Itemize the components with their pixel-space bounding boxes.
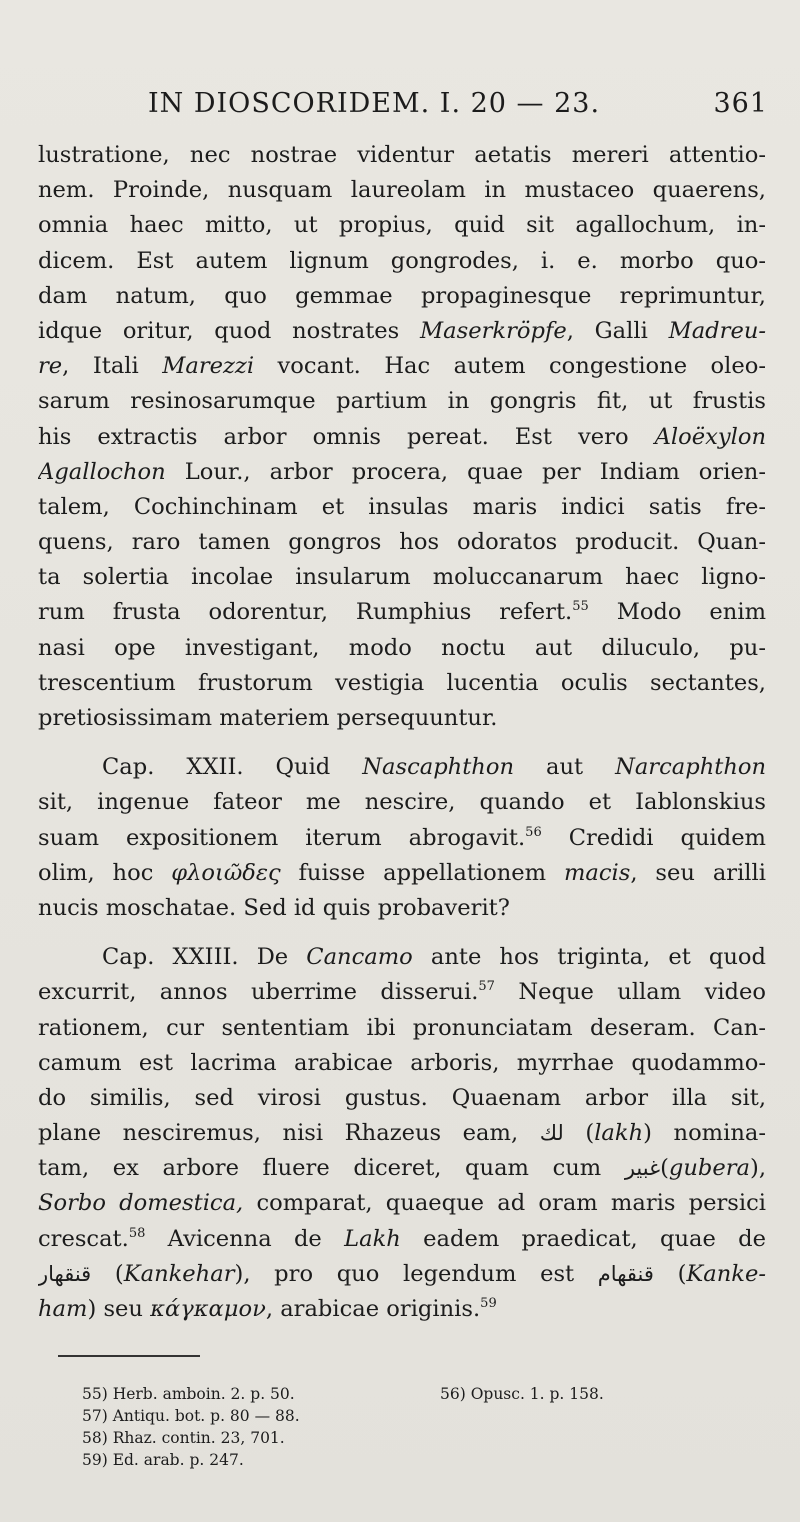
italic-term: Aloëxylon bbox=[654, 423, 766, 450]
text-line: omnia haec mitto, ut propius, quid sit agallochum, in- bbox=[38, 212, 766, 239]
italic-term: Maserkröpfe bbox=[420, 317, 567, 344]
running-head bbox=[38, 84, 768, 124]
italic-term: Cancamo bbox=[306, 944, 413, 971]
text-line bbox=[38, 1222, 766, 1257]
footnote: 56) Opusc. 1. p. 158. bbox=[440, 1385, 604, 1403]
text-line: quens, raro tamen gongros hos odoratos producit. Quan- bbox=[38, 529, 766, 556]
footnote-ref[interactable]: 59 bbox=[480, 1296, 497, 1311]
text-run: eadem praedicat, quae de bbox=[423, 1225, 766, 1252]
italic-term: Kanke- bbox=[686, 1260, 766, 1287]
text-run: aut bbox=[545, 754, 584, 781]
text-line bbox=[38, 349, 766, 384]
text-run: ( bbox=[677, 1260, 687, 1287]
text-line: sarum resinosarumque partium in gongris fit, ut frustis bbox=[38, 388, 766, 415]
page-number: 361 bbox=[713, 88, 768, 119]
text-run: fuisse appellationem bbox=[298, 859, 547, 886]
footnotes bbox=[82, 1383, 722, 1471]
text-line: ta solertia incolae insularum moluccanarum haec ligno- bbox=[38, 564, 766, 591]
text-run: suam expositionem iterum abrogavit. bbox=[38, 824, 526, 851]
italic-term: Lakh bbox=[344, 1225, 401, 1252]
text-run: , arabicae originis. bbox=[265, 1296, 481, 1322]
text-line bbox=[38, 856, 766, 891]
italic-term: lakh bbox=[594, 1120, 644, 1147]
text-line bbox=[38, 1151, 766, 1186]
text-line bbox=[38, 1116, 766, 1151]
greek-term: κάγκαμον bbox=[150, 1296, 266, 1322]
italic-term: Marezzi bbox=[162, 353, 255, 380]
footnote-ref[interactable]: 58 bbox=[128, 1225, 146, 1241]
text-run: ante hos triginta, et quod bbox=[430, 944, 766, 971]
text-run: ), pro quo legendum est bbox=[234, 1260, 575, 1287]
text-run: Neque ullam video bbox=[518, 979, 766, 1006]
text-line: trescentium frustorum vestigia lucentia oculis sectantes, bbox=[38, 669, 766, 696]
text-line: lustratione, nec nostrae videntur aetatis mereri attentio- bbox=[38, 142, 766, 168]
text-line bbox=[38, 420, 766, 455]
text-run: ) nomina- bbox=[643, 1120, 766, 1147]
text-line: camum est lacrima arabicae arboris, myrrhae quodammo- bbox=[38, 1049, 766, 1076]
text-run: Lour., arbor procera, quae per Indiam orien- bbox=[184, 458, 766, 485]
footnote: 59) Ed. arab. p. 247. bbox=[82, 1451, 244, 1469]
footnote: 58) Rhaz. contin. 23, 701. bbox=[82, 1429, 285, 1447]
text-line bbox=[38, 1186, 766, 1221]
text-line bbox=[38, 455, 766, 490]
text-run: vocant. Hac autem congestione oleo- bbox=[277, 353, 766, 380]
text-run: ( bbox=[660, 1155, 669, 1182]
text-line: nucis moschatae. Sed id quis probaverit? bbox=[38, 894, 510, 921]
arabic-term: قنقهام bbox=[597, 1261, 654, 1286]
text-line: dam natum, quo gemmae propaginesque reprimuntur, bbox=[38, 282, 766, 309]
text-run: Modo enim bbox=[616, 599, 766, 626]
text-run: crescat. bbox=[38, 1225, 129, 1252]
text-line bbox=[38, 750, 766, 785]
text-run: tam, ex arbore fluere diceret, quam cum bbox=[38, 1155, 602, 1182]
text-run: Credidi quidem bbox=[568, 824, 766, 851]
italic-term: ham bbox=[38, 1296, 88, 1322]
text-line: rationem, cur sententiam ibi pronunciatam deseram. Can- bbox=[38, 1014, 766, 1041]
greek-term: φλοιῶδες bbox=[171, 859, 281, 886]
text-run: ( bbox=[585, 1120, 595, 1147]
text-run: excurrit, annos uberrime disserui. bbox=[38, 979, 479, 1006]
paragraph-gap bbox=[38, 736, 766, 750]
chapter-label: Cap. XXII. Quid bbox=[102, 754, 331, 781]
text-line bbox=[38, 1257, 766, 1292]
footnote: 55) Herb. amboin. 2. p. 50. bbox=[82, 1385, 295, 1403]
footnote-rule bbox=[58, 1355, 200, 1357]
arabic-term: غبير bbox=[624, 1156, 661, 1181]
text-run: idque oritur, quod nostrates bbox=[38, 317, 400, 344]
text-run: ( bbox=[114, 1260, 124, 1287]
text-line bbox=[38, 1292, 766, 1327]
italic-term: Kankehar bbox=[123, 1260, 235, 1287]
text-run: plane nesciremus, nisi Rhazeus eam, bbox=[38, 1120, 519, 1147]
text-run: comparat, quaeque ad oram maris persici bbox=[256, 1190, 766, 1217]
italic-term: Nascaphthon bbox=[362, 754, 515, 781]
text-run: ) seu bbox=[87, 1296, 143, 1322]
italic-term: Agallochon bbox=[38, 458, 166, 485]
footnote: 57) Antiqu. bot. p. 80 — 88. bbox=[82, 1407, 300, 1425]
footnote-ref[interactable]: 55 bbox=[572, 599, 589, 615]
footnote-ref[interactable]: 57 bbox=[478, 979, 495, 995]
italic-term: macis bbox=[563, 859, 631, 886]
text-run: , seu arilli bbox=[630, 859, 766, 886]
text-line bbox=[38, 595, 766, 630]
text-run: , Galli bbox=[566, 317, 648, 344]
text-run: olim, hoc bbox=[38, 859, 154, 886]
italic-term: Narcaphthon bbox=[615, 754, 766, 781]
paragraph-gap bbox=[38, 926, 766, 940]
running-title: IN DIOSCORIDEM. I. 20 — 23. bbox=[148, 88, 601, 119]
text-line: nasi ope investigant, modo noctu aut diluculo, pu- bbox=[38, 634, 766, 661]
main-text bbox=[38, 138, 766, 1327]
text-line: pretiosissimam materiem persequuntur. bbox=[38, 705, 498, 731]
arabic-term: قنقهار bbox=[38, 1261, 92, 1286]
text-line: do similis, sed virosi gustus. Quaenam arbor illa sit, bbox=[38, 1084, 766, 1111]
italic-term: Sorbo domestica, bbox=[38, 1190, 244, 1217]
italic-term: gubera bbox=[668, 1155, 751, 1182]
text-line bbox=[38, 821, 766, 856]
text-line: talem, Cochinchinam et insulas maris indici satis fre- bbox=[38, 493, 766, 520]
arabic-term: لك bbox=[539, 1121, 564, 1146]
text-line bbox=[38, 314, 766, 349]
text-line: dicem. Est autem lignum gongrodes, i. e. morbo quo- bbox=[38, 247, 766, 274]
text-run: ), bbox=[750, 1155, 766, 1182]
text-line bbox=[38, 940, 766, 975]
footnote-ref[interactable]: 56 bbox=[525, 824, 542, 840]
italic-term: Madreu- bbox=[668, 317, 766, 344]
chapter-label: Cap. XXIII. De bbox=[102, 944, 289, 971]
text-run: Avicenna de bbox=[167, 1225, 322, 1252]
italic-term: re bbox=[38, 353, 63, 380]
text-line bbox=[38, 975, 766, 1010]
text-line: sit, ingenue fateor me nescire, quando et Iablonskius bbox=[38, 789, 766, 816]
text-run: rum frusta odorentur, Rumphius refert. bbox=[38, 599, 573, 626]
text-run: his extractis arbor omnis pereat. Est vero bbox=[38, 423, 629, 450]
text-run: , Itali bbox=[62, 353, 139, 380]
text-line: nem. Proinde, nusquam laureolam in mustaceo quaerens, bbox=[38, 177, 766, 204]
